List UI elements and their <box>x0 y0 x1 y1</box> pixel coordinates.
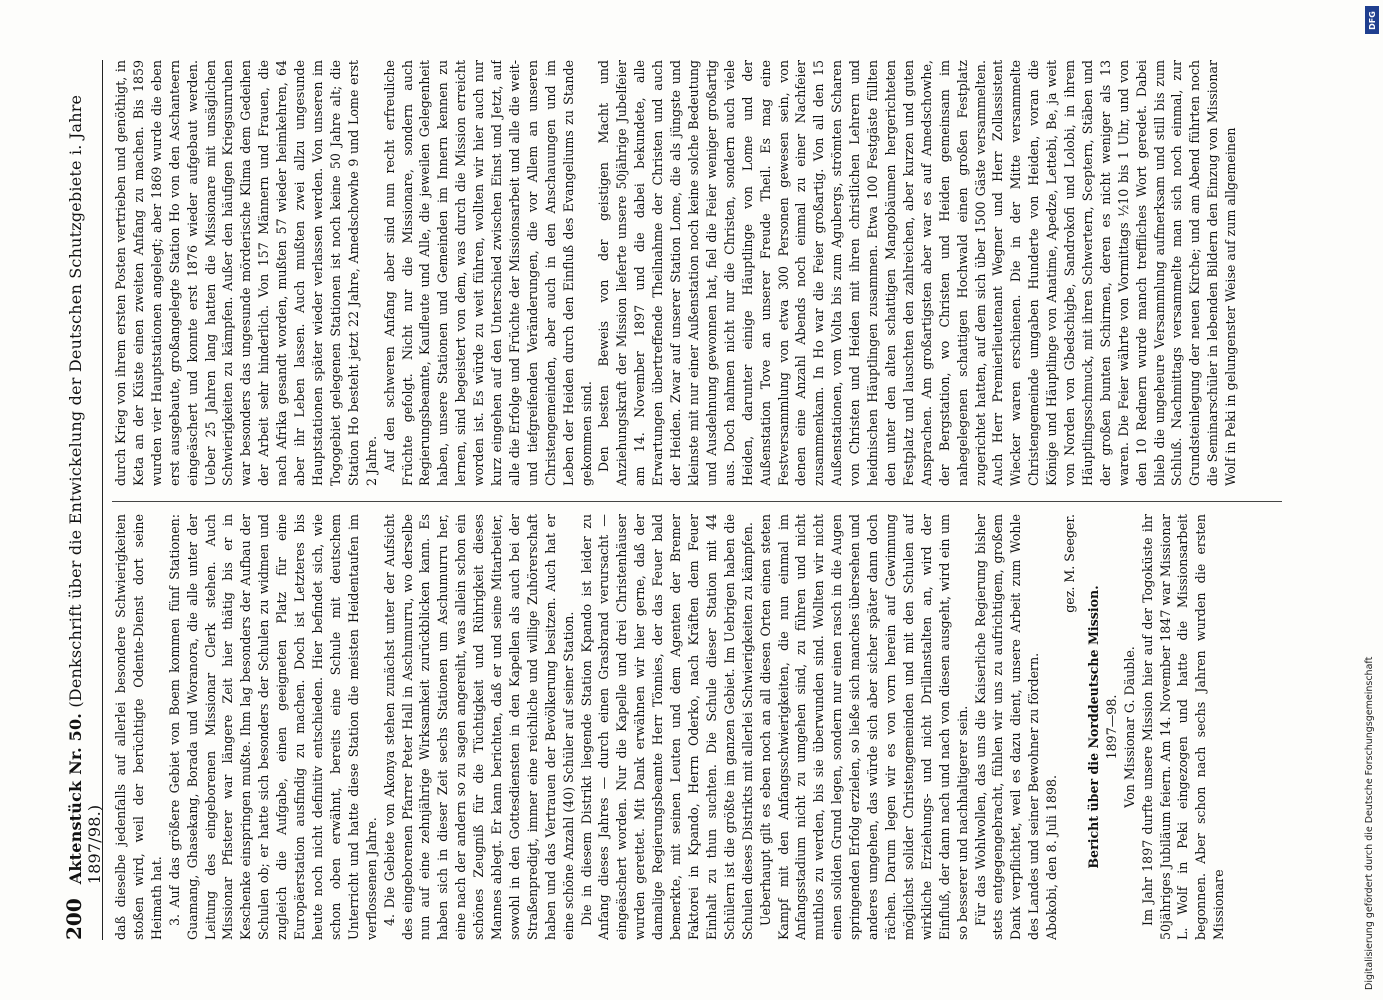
document-title-rest: (Denkschrift über die Entwickelung der Deutschen Schutzgebiete i. Jahre 1897/98.) <box>66 94 104 885</box>
credit-text: Digitalisierung gefördert durch die Deutsche Forschungsgemeinschaft <box>1364 656 1375 990</box>
section-heading: Bericht über die Norddeutsche Mission. <box>1085 585 1101 869</box>
document-title-bold: Aktenstück Nr. 50. <box>66 712 85 885</box>
section-author: Von Missionar G. Däuble. <box>1121 646 1137 808</box>
dfg-logo: DFG <box>1365 6 1379 34</box>
signature-name: gez. M. Seeger. <box>1062 514 1078 613</box>
paragraph: daß dieselbe jedenfalls auf allerlei besondere Schwierigkeiten stoßen wird, weil der berüchtigte Odente-Dienst dort seine Heimath hat. <box>113 514 164 940</box>
paragraph: Im Jahr 1897 durfte unsere Mission hier auf der Togoküste ihr 50jähriges Jubiläum feiern. Am 14. November 1847 war Missionar L. Wolf in Peki eingezogen und hatte die Missionsarbeit begonnen. Aber schon nach sechs Jahren wurden die ersten Missionare <box>1139 514 1227 940</box>
paragraph: Den besten Beweis von der geistigen Macht und Anziehungskraft der Mission lieferte unsere 50jährige Jubelfeier am 14. November 1897 und die dabei bekundete, alle Erwartungen übertreffende Theilnahme der Christen und auch der Heiden. Zwar auf unserer Station Lome, die als jüngste und kleinste mit nur einer Außenstation noch keine solche Bedeutung und Ausdehnung gewonnen hat, fiel die Feier weniger großartig aus. Doch nahmen nicht nur die Christen, sondern auch viele Heiden, darunter einige Häuptlinge von Lome und der Außenstation Tove an unserer Freude Theil. Es mag eine Festversammlung von etwa 300 Personen gewesen sein, von denen eine Anzahl Abends noch einmal zu einer Nachfeier zusammenkam. In Ho war die Feier großartig. Von all den 15 Außenstationen, vom Volta bis zum Agubergs, strömten Scharen von Christen und Heiden mit ihren christlichen Lehrern und heidnischen Häuptlingen zusammen. Etwa 100 Festgäste füllten den unter den alten schattigen Mangobäumen hergerichteten Festplatz und lauschten den zahlreichen, aber kurzen und guten Ansprachen. Am großartigsten aber war es auf Amedschowhe, der Bergstation, wo Christen und Heiden gemeinsam im nahegelegenen schattigen Hochwald einen großen Festplatz zugerichtet hatten, auf dem sich über 1500 Gäste versammelten. Auch Herr Premierlieutenant Wegner und Herr Zollassistent Wiecker waren erschienen. Die in der Mitte versammelte Christengemeinde umgaben Hunderte von Heiden, voran die Könige und Häuptlinge von Anatime, Apedze, Lettebi, Be, ja weit von Norden von Gbedschigbe, Sandrokofi und Lolobi, in ihrem Häuptlingsschmuck, mit ihren Schwertern, Sceptern, Stäben und der großen bunten Schirmen, deren es nicht weniger als 13 waren. Die Feier währte von Vormittags ½10 bis 1 Uhr, und von den 10 Rednern wurde manch treffliches Wort geredet. Dabei blieb die ungeheure Versammlung aufmerksam und still bis zum Schluß. Nachmittags versammelte man sich noch einmal, zur Grundsteinlegung der neuen Kirche; und am Abend führten noch die Seminarschüler in lebenden Bildern den Einzug von Missionar Wolf in Peki in gelungenster Weise auf zum allgemeinen <box>596 60 1239 486</box>
text-columns <box>112 60 1292 940</box>
section-years: 1897—98. <box>1103 694 1119 760</box>
page-number: 200 <box>62 898 86 940</box>
digitization-credit <box>1361 0 1383 1000</box>
document-title <box>66 60 104 884</box>
paragraph: 4. Die Gebiete von Akonya stehen zunächst unter der Aufsicht des eingeborenen Pfarrer Peter Hall in Aschumurru, wo derselbe nun auf eine zehnjährige Wirksamkeit zurückblicken kann. Es haben sich in dieser Zeit sechs Stationen um Aschumurru her, eine nach der andern so zu sagen angereiht, was allein schon ein schönes Zeugniß für die Tüchtigkeit und Rührigkeit dieses Mannes ablegt. Er kann berichten, daß er und seine Mitarbeiter, sowohl in den Gottesdiensten in den Kapellen als auch bei der Straßenpredigt, immer eine reichliche und willige Zuhörerschaft haben und das Vertrauen der Bevölkerung besitzen. Auch hat er eine schöne Anzahl (40) Schüler auf seiner Station. <box>381 514 576 940</box>
paragraph: 3. Auf das größere Gebiet von Boem kommen fünf Stationen: Guamang, Ghasekang, Borada und Woranora, die alle unter der Leitung des eingeborenen Missionar Clerk stehen. Auch Missionar Pfisterer war längere Zeit hier thätig bis er in Keschenke einspringen mußte. Ihm lag besonders der Aufbau der Schulen ob; er hatte sich besonders der Schulen zu widmen und zugleich die Aufgabe, einen geeigneten Platz für eine Europäerstation ausfindig zu machen. Doch ist Letzteres bis heute noch nicht definitiv entschieden. Hier befindet sich, wie schon oben erwähnt, bereits eine Schule mit deutschem Unterricht und hatte diese Station die meisten Heidentaufen im verflossenen Jahre. <box>166 514 379 940</box>
left-column <box>112 514 1292 940</box>
signature-place-date: Abokobi, den 8. Juli 1898. <box>1044 775 1060 940</box>
right-column <box>112 60 1292 486</box>
paragraph: Die in diesem Distrikt liegende Station Kpando ist leider zu Anfang dieses Jahres — durch einen Grasbrand verursacht — eingeäschert worden. Nur die Kapelle und drei Christenhäuser wurden gerettet. Mit Dank erwähnen wir hier gerne, daß der damalige Regierungsbeamte Herr Tönnies, der das Feuer bald bemerkte, mit seinen Leuten und dem Agenten der Bremer Faktorei in Kpando, Herrn Oderko, nach Kräften dem Feuer Einhalt zu thun suchten. Die Schule dieser Station mit 44 Schülern ist die größte im ganzen Gebiet. Im Uebrigen haben die Schulen dieses Distrikts mit allerlei Schwierigkeiten zu kämpfen. <box>578 514 755 940</box>
page-header <box>62 60 103 940</box>
paragraph: Ueberhaupt gilt es eben noch an all diesen Orten einen steten Kampf mit den Anfangsschwierigkeiten, die nun einmal im Anfangsstadium nicht zu umgehen sind, zu führen und nicht muthlos zu werden, bis sie überwunden sind. Wollten wir nicht einen soliden Grund legen, sondern nur einen rasch in die Augen springenden Erfolg erzielen, so ließe sich manches übersehen und anderes umgehen, das würde sich aber sicher später dann doch rächen. Darum legen wir es von vorn herein auf Gewinnung möglichst solider Christengemeinden und mit den Schulen auf wirkliche Erziehungs- und nicht Drillanstalten an, wird der Einfluß, der dann nach und nach von diesen ausgeht, wird ein um so besserer und nachhaltigerer sein. <box>757 514 970 940</box>
paragraph: durch Krieg von ihrem ersten Posten vertrieben und genöthigt, in Keta an der Küste einen zweiten Anfang zu machen. Bis 1859 wurden vier Hauptstationen angelegt; aber 1869 wurde die eben erst ausgebaute, großangelegte Station Ho von den Aschanteern eingeäschert und konnte erst 1876 wieder aufgebaut werden. Ueber 25 Jahren lang hatten die Missionare mit unsäglichen Schwierigkeiten zu kämpfen. Außer den häufigen Kriegsunruhen war besonders das ungesunde mörderische Klima dem Gedeihen der Arbeit sehr hinderlich. Von 157 Männern und Frauen, die nach Afrika gesandt worden, mußten 57 wieder heimkehren, 64 aber ihr Leben lassen. Auch mußten zwei allzu ungesunde Hauptstationen später wieder verlassen werden. Von unseren im Togogebiet gelegenen Stationen ist noch keine 50 Jahre alt; die Station Ho besteht jetzt 22 Jahre, Amedschowhe 9 und Lome erst 2 Jahre. <box>113 60 379 486</box>
paragraph: Für das Wohlwollen, das uns die Kaiserliche Regierung bisher stets entgegengebracht, fühlen wir uns zu aufrichtigem, großem Dank verpflichtet, weil es dazu dient, unsere Arbeit zum Wohle des Landes und seiner Bewohner zu fördern. <box>972 514 1042 940</box>
paragraph: Auf den schweren Anfang aber sind nun recht erfreuliche Früchte gefolgt. Nicht nur die Missionare, sondern auch Regierungsbeamte, Kaufleute und Alle, die jeweilen Gelegenheit haben, unsere Stationen und Gemeinden im Innern kennen zu lernen, sind begeistert von dem, was durch die Mission erreicht worden ist. Es würde zu weit führen, wollten wir hier auch nur kurz eingehen auf den Unterschied zwischen Einst und Jetzt, auf alle die Erfolge und Früchte der Missionsarbeit und alle die weit- und tiefgreifenden Veränderungen, die vor Allem an unseren Christengemeinden, aber auch in den Anschauungen und im Leben der Heiden durch den Einfluß des Evangeliums zu Stande gekommen sind. <box>381 60 594 486</box>
